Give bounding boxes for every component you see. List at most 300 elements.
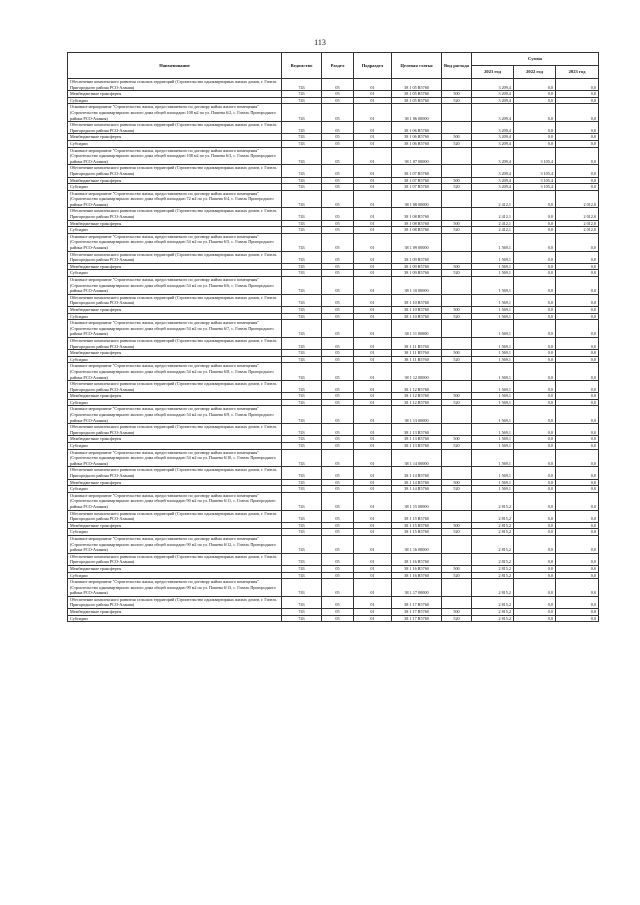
- row-sum-2023: 0,0: [556, 436, 599, 443]
- row-sum-2022: 0,0: [514, 208, 556, 220]
- row-sum-2021: 1 569,1: [472, 449, 514, 467]
- row-sum-2021: 3 209,4: [472, 177, 514, 184]
- row-target-article: 38 1 11 R5760: [392, 356, 442, 363]
- row-razdel: 05: [322, 165, 354, 177]
- row-sum-2023: 0,0: [556, 529, 599, 536]
- row-sum-2022: 0,0: [514, 263, 556, 270]
- table-body: [68, 79, 599, 622]
- row-sum-2022: 0,0: [514, 227, 556, 234]
- row-target-article: 38 1 06 R5760: [392, 140, 442, 147]
- row-sum-2021: 1 569,1: [472, 270, 514, 277]
- row-ved: 743: [282, 165, 322, 177]
- row-sum-2021: 1 569,1: [472, 363, 514, 381]
- row-name: Обеспечение комплексного развития сельских территорий (Строительство одноквартирных жилых домов, г. Гизель Пригородного района РСО-Алания): [68, 467, 282, 479]
- row-ved: 743: [282, 356, 322, 363]
- row-podrazdel: 01: [354, 208, 392, 220]
- row-expense-type: 520: [442, 529, 472, 536]
- row-sum-2022: 0,0: [514, 479, 556, 486]
- row-ved: 743: [282, 184, 322, 191]
- row-podrazdel: 01: [354, 337, 392, 349]
- row-razdel: 05: [322, 220, 354, 227]
- row-target-article: 38 1 16 R5760: [392, 572, 442, 579]
- row-name: Обеспечение комплексного развития сельских территорий (Строительство одноквартирных жилых домов, г. Гизель Пригородного района РСО-Алания): [68, 165, 282, 177]
- row-target-article: 38 1 11 R5760: [392, 337, 442, 349]
- table-row: [68, 270, 599, 277]
- row-expense-type: 520: [442, 140, 472, 147]
- row-target-article: 38 1 11 00000: [392, 320, 442, 338]
- row-razdel: 05: [322, 535, 354, 553]
- row-sum-2022: 0,0: [514, 406, 556, 424]
- row-target-article: 38 1 15 R5760: [392, 522, 442, 529]
- row-podrazdel: 01: [354, 263, 392, 270]
- table-row: [68, 320, 599, 338]
- row-ved: 743: [282, 492, 322, 510]
- row-sum-2021: 1 569,1: [472, 479, 514, 486]
- row-sum-2021: 1 569,1: [472, 233, 514, 251]
- row-expense-type: [442, 449, 472, 467]
- row-target-article: 38 1 16 00000: [392, 535, 442, 553]
- row-name: Обеспечение комплексного развития сельских территорий (Строительство одноквартирных жилых домов, г. Гизель Пригородного района РСО-Алания): [68, 381, 282, 393]
- row-sum-2021: 2 815,2: [472, 553, 514, 565]
- row-expense-type: 500: [442, 177, 472, 184]
- row-razdel: 05: [322, 510, 354, 522]
- row-target-article: 38 1 13 R5760: [392, 424, 442, 436]
- row-ved: 743: [282, 208, 322, 220]
- row-name: Субсидии: [68, 140, 282, 147]
- row-podrazdel: 01: [354, 233, 392, 251]
- row-name: Субсидии: [68, 486, 282, 493]
- row-razdel: 05: [322, 596, 354, 608]
- row-podrazdel: 01: [354, 436, 392, 443]
- row-podrazdel: 01: [354, 579, 392, 597]
- row-expense-type: [442, 320, 472, 338]
- row-ved: 743: [282, 251, 322, 263]
- row-sum-2023: 0,0: [556, 177, 599, 184]
- row-name: Субсидии: [68, 356, 282, 363]
- row-ved: 743: [282, 220, 322, 227]
- row-sum-2021: 1 569,1: [472, 467, 514, 479]
- row-ved: 743: [282, 277, 322, 295]
- table-row: [68, 443, 599, 450]
- row-razdel: 05: [322, 177, 354, 184]
- row-sum-2022: 3 105,4: [514, 184, 556, 191]
- row-ved: 743: [282, 227, 322, 234]
- table-row: [68, 406, 599, 424]
- row-ved: 743: [282, 479, 322, 486]
- row-sum-2022: 0,0: [514, 486, 556, 493]
- row-expense-type: 500: [442, 479, 472, 486]
- table-row: [68, 436, 599, 443]
- table-row: [68, 553, 599, 565]
- table-row: [68, 579, 599, 597]
- table-row: [68, 134, 599, 141]
- row-podrazdel: 01: [354, 381, 392, 393]
- row-sum-2023: 0,0: [556, 393, 599, 400]
- row-target-article: 38 1 07 R5760: [392, 184, 442, 191]
- row-target-article: 38 1 09 R5760: [392, 263, 442, 270]
- row-ved: 743: [282, 443, 322, 450]
- row-name: Межбюджетные трансферты: [68, 565, 282, 572]
- row-podrazdel: 01: [354, 251, 392, 263]
- row-sum-2022: 0,0: [514, 270, 556, 277]
- row-target-article: 38 1 09 R5760: [392, 251, 442, 263]
- row-razdel: 05: [322, 356, 354, 363]
- row-ved: 743: [282, 553, 322, 565]
- row-expense-type: [442, 406, 472, 424]
- row-expense-type: [442, 208, 472, 220]
- row-podrazdel: 01: [354, 122, 392, 134]
- row-sum-2023: 0,0: [556, 492, 599, 510]
- row-target-article: 38 1 08 R5760: [392, 220, 442, 227]
- row-razdel: 05: [322, 399, 354, 406]
- row-name: Обеспечение комплексного развития сельских территорий (Строительство одноквартирных жилых домов, г. Гизель Пригородного района РСО-Алания): [68, 251, 282, 263]
- row-razdel: 05: [322, 449, 354, 467]
- row-expense-type: 500: [442, 306, 472, 313]
- row-razdel: 05: [322, 122, 354, 134]
- header-year-2023: 2023 год: [556, 66, 599, 79]
- row-target-article: 38 1 13 00000: [392, 406, 442, 424]
- row-expense-type: [442, 553, 472, 565]
- row-podrazdel: 01: [354, 535, 392, 553]
- row-target-article: 38 1 06 R5760: [392, 122, 442, 134]
- row-sum-2021: 2 815,2: [472, 615, 514, 622]
- row-podrazdel: 01: [354, 104, 392, 122]
- row-podrazdel: 01: [354, 190, 392, 208]
- row-sum-2023: 0,0: [556, 510, 599, 522]
- row-podrazdel: 01: [354, 393, 392, 400]
- table-row: [68, 486, 599, 493]
- row-podrazdel: 01: [354, 177, 392, 184]
- row-name: Обеспечение комплексного развития сельских территорий (Строительство одноквартирных жилых домов, г. Гизель Пригородного района РСО-Алания): [68, 337, 282, 349]
- table-row: [68, 510, 599, 522]
- row-podrazdel: 01: [354, 270, 392, 277]
- row-sum-2021: 2 412,1: [472, 208, 514, 220]
- row-name: Субсидии: [68, 443, 282, 450]
- row-ved: 743: [282, 190, 322, 208]
- row-expense-type: 500: [442, 91, 472, 98]
- row-sum-2023: 0,0: [556, 140, 599, 147]
- row-sum-2021: 1 569,1: [472, 350, 514, 357]
- row-expense-type: [442, 79, 472, 91]
- table-row: [68, 227, 599, 234]
- row-razdel: 05: [322, 277, 354, 295]
- row-name: Обеспечение комплексного развития сельских территорий (Строительство одноквартирных жилых домов, г. Гизель Пригородного района РСО-Алания): [68, 208, 282, 220]
- row-podrazdel: 01: [354, 350, 392, 357]
- row-target-article: 38 1 05 R5760: [392, 91, 442, 98]
- row-name: Обеспечение комплексного развития сельских территорий (Строительство одноквартирных жилых домов, г. Гизель Пригородного района РСО-Алания): [68, 424, 282, 436]
- row-sum-2021: 3 209,4: [472, 104, 514, 122]
- row-razdel: 05: [322, 294, 354, 306]
- table-row: [68, 140, 599, 147]
- row-target-article: 38 1 14 00000: [392, 449, 442, 467]
- row-razdel: 05: [322, 227, 354, 234]
- table-row: [68, 424, 599, 436]
- row-sum-2022: 0,0: [514, 572, 556, 579]
- table-row: [68, 363, 599, 381]
- row-sum-2022: 0,0: [514, 91, 556, 98]
- row-sum-2022: 0,0: [514, 467, 556, 479]
- row-expense-type: 500: [442, 393, 472, 400]
- row-sum-2022: 0,0: [514, 190, 556, 208]
- row-expense-type: [442, 277, 472, 295]
- row-razdel: 05: [322, 306, 354, 313]
- row-target-article: 38 1 12 00000: [392, 363, 442, 381]
- row-sum-2023: 0,0: [556, 399, 599, 406]
- row-expense-type: [442, 190, 472, 208]
- row-sum-2023: 0,0: [556, 535, 599, 553]
- row-name: Обеспечение комплексного развития сельских территорий (Строительство одноквартирных жилых домов, г. Гизель Пригородного района РСО-Алания): [68, 79, 282, 91]
- row-target-article: 38 1 06 00000: [392, 104, 442, 122]
- table-row: [68, 79, 599, 91]
- row-sum-2021: 1 569,1: [472, 337, 514, 349]
- row-razdel: 05: [322, 263, 354, 270]
- row-razdel: 05: [322, 320, 354, 338]
- row-sum-2023: 2 012,0: [556, 208, 599, 220]
- row-name: Межбюджетные трансферты: [68, 350, 282, 357]
- row-sum-2022: 0,0: [514, 553, 556, 565]
- row-sum-2021: 1 569,1: [472, 381, 514, 393]
- row-podrazdel: 01: [354, 443, 392, 450]
- row-sum-2022: 0,0: [514, 350, 556, 357]
- row-name: Основное мероприятие "Строительство жилья, предоставляемого по договору найма жилого помещения" (Строительство одноквартирного жилого дома общей площадью 54 м2 по ул. Пашева 6/8, с. Гизель Пригородного района РСО-Алания): [68, 363, 282, 381]
- row-name: Обеспечение комплексного развития сельских территорий (Строительство одноквартирных жилых домов, г. Гизель Пригородного района РСО-Алания): [68, 510, 282, 522]
- row-ved: 743: [282, 233, 322, 251]
- table-row: [68, 251, 599, 263]
- row-sum-2021: 2 815,2: [472, 529, 514, 536]
- row-expense-type: [442, 122, 472, 134]
- row-target-article: 38 1 11 R5760: [392, 350, 442, 357]
- row-name: Основное мероприятие "Строительство жилья, предоставляемого по договору найма жилого помещения" (Строительство одноквартирного жилого дома общей площадью 54 м2 по ул. Пашева 6/5, с. Гизель Пригородного района РСО-Алания): [68, 233, 282, 251]
- row-podrazdel: 01: [354, 220, 392, 227]
- row-razdel: 05: [322, 381, 354, 393]
- row-name: Межбюджетные трансферты: [68, 177, 282, 184]
- row-sum-2023: 0,0: [556, 443, 599, 450]
- table-row: [68, 535, 599, 553]
- row-sum-2023: 0,0: [556, 579, 599, 597]
- row-sum-2021: 1 569,1: [472, 306, 514, 313]
- row-sum-2021: 2 815,2: [472, 609, 514, 616]
- row-target-article: 38 1 12 R5760: [392, 393, 442, 400]
- row-sum-2023: 0,0: [556, 565, 599, 572]
- row-ved: 743: [282, 91, 322, 98]
- row-razdel: 05: [322, 147, 354, 165]
- row-sum-2023: 0,0: [556, 263, 599, 270]
- row-ved: 743: [282, 529, 322, 536]
- row-razdel: 05: [322, 140, 354, 147]
- row-name: Межбюджетные трансферты: [68, 393, 282, 400]
- row-sum-2021: 1 569,1: [472, 486, 514, 493]
- table-row: [68, 565, 599, 572]
- row-target-article: 38 1 12 R5760: [392, 381, 442, 393]
- row-podrazdel: 01: [354, 529, 392, 536]
- row-name: Межбюджетные трансферты: [68, 609, 282, 616]
- table-row: [68, 313, 599, 320]
- row-sum-2023: 0,0: [556, 522, 599, 529]
- row-sum-2023: 0,0: [556, 79, 599, 91]
- row-sum-2022: 0,0: [514, 220, 556, 227]
- row-razdel: 05: [322, 350, 354, 357]
- row-sum-2023: 0,0: [556, 449, 599, 467]
- row-razdel: 05: [322, 134, 354, 141]
- row-sum-2022: 0,0: [514, 294, 556, 306]
- row-sum-2022: 0,0: [514, 510, 556, 522]
- row-sum-2022: 3 105,4: [514, 147, 556, 165]
- header-podrazdel: Подраздел: [354, 53, 392, 79]
- table-row: [68, 615, 599, 622]
- table-row: [68, 467, 599, 479]
- row-sum-2023: 0,0: [556, 184, 599, 191]
- row-razdel: 05: [322, 479, 354, 486]
- row-sum-2022: 0,0: [514, 356, 556, 363]
- row-razdel: 05: [322, 91, 354, 98]
- row-podrazdel: 01: [354, 91, 392, 98]
- row-name: Субсидии: [68, 399, 282, 406]
- row-podrazdel: 01: [354, 140, 392, 147]
- row-razdel: 05: [322, 190, 354, 208]
- row-target-article: 38 1 09 00000: [392, 233, 442, 251]
- row-target-article: 38 1 14 R5760: [392, 467, 442, 479]
- row-expense-type: 520: [442, 399, 472, 406]
- row-ved: 743: [282, 615, 322, 622]
- row-ved: 743: [282, 147, 322, 165]
- row-expense-type: [442, 535, 472, 553]
- row-sum-2022: 0,0: [514, 443, 556, 450]
- row-name: Субсидии: [68, 184, 282, 191]
- row-expense-type: [442, 467, 472, 479]
- row-expense-type: [442, 492, 472, 510]
- row-expense-type: [442, 424, 472, 436]
- row-name: Межбюджетные трансферты: [68, 436, 282, 443]
- row-expense-type: [442, 596, 472, 608]
- row-target-article: 38 1 15 00000: [392, 492, 442, 510]
- row-podrazdel: 01: [354, 565, 392, 572]
- row-target-article: 38 1 10 R5760: [392, 313, 442, 320]
- row-ved: 743: [282, 565, 322, 572]
- row-razdel: 05: [322, 492, 354, 510]
- row-podrazdel: 01: [354, 596, 392, 608]
- row-name: Обеспечение комплексного развития сельских территорий (Строительство одноквартирных жилых домов, г. Гизель Пригородного района РСО-Алания): [68, 122, 282, 134]
- row-name: Межбюджетные трансферты: [68, 220, 282, 227]
- table-row: [68, 122, 599, 134]
- row-sum-2021: 1 569,1: [472, 406, 514, 424]
- row-sum-2021: 2 815,2: [472, 596, 514, 608]
- row-expense-type: [442, 104, 472, 122]
- row-ved: 743: [282, 350, 322, 357]
- row-sum-2022: 0,0: [514, 615, 556, 622]
- table-row: [68, 97, 599, 104]
- table-row: [68, 596, 599, 608]
- row-sum-2023: 0,0: [556, 294, 599, 306]
- row-sum-2022: 0,0: [514, 393, 556, 400]
- row-podrazdel: 01: [354, 510, 392, 522]
- row-podrazdel: 01: [354, 165, 392, 177]
- row-ved: 743: [282, 436, 322, 443]
- row-sum-2021: 3 209,4: [472, 140, 514, 147]
- row-name: Обеспечение комплексного развития сельских территорий (Строительство одноквартирных жилых домов, г. Гизель Пригородного района РСО-Алания): [68, 553, 282, 565]
- row-ved: 743: [282, 320, 322, 338]
- row-expense-type: [442, 337, 472, 349]
- row-razdel: 05: [322, 184, 354, 191]
- row-razdel: 05: [322, 337, 354, 349]
- row-razdel: 05: [322, 615, 354, 622]
- row-ved: 743: [282, 486, 322, 493]
- row-name: Основное мероприятие "Строительство жилья, предоставляемого по договору найма жилого помещения" (Строительство одноквартирного жилого дома общей площадью 54 м2 по ул. Пашева 6/9, с. Гизель Пригородного района РСО-Алания): [68, 406, 282, 424]
- row-razdel: 05: [322, 436, 354, 443]
- row-sum-2023: 0,0: [556, 467, 599, 479]
- row-name: Межбюджетные трансферты: [68, 91, 282, 98]
- row-podrazdel: 01: [354, 615, 392, 622]
- header-target-article: Целевая статья: [392, 53, 442, 79]
- row-target-article: 38 1 16 R5760: [392, 565, 442, 572]
- row-sum-2022: 0,0: [514, 134, 556, 141]
- row-sum-2022: 0,0: [514, 381, 556, 393]
- table-row: [68, 492, 599, 510]
- row-expense-type: [442, 165, 472, 177]
- row-razdel: 05: [322, 363, 354, 381]
- row-sum-2021: 2 815,2: [472, 565, 514, 572]
- row-sum-2022: 0,0: [514, 320, 556, 338]
- row-target-article: 38 1 05 R5760: [392, 97, 442, 104]
- row-expense-type: [442, 147, 472, 165]
- row-sum-2023: 2 012,0: [556, 220, 599, 227]
- row-ved: 743: [282, 177, 322, 184]
- table-row: [68, 233, 599, 251]
- row-sum-2021: 2 815,2: [472, 492, 514, 510]
- row-sum-2022: 0,0: [514, 79, 556, 91]
- row-expense-type: [442, 510, 472, 522]
- row-target-article: 38 1 08 R5760: [392, 227, 442, 234]
- row-podrazdel: 01: [354, 522, 392, 529]
- row-expense-type: 520: [442, 615, 472, 622]
- row-sum-2022: 0,0: [514, 104, 556, 122]
- header-year-2022: 2022 год: [514, 66, 556, 79]
- row-razdel: 05: [322, 443, 354, 450]
- row-sum-2022: 3 105,4: [514, 165, 556, 177]
- row-podrazdel: 01: [354, 467, 392, 479]
- row-sum-2022: 0,0: [514, 596, 556, 608]
- row-podrazdel: 01: [354, 184, 392, 191]
- header-name: Наименование: [68, 53, 282, 79]
- row-target-article: 38 1 08 R5760: [392, 208, 442, 220]
- row-target-article: 38 1 10 R5760: [392, 306, 442, 313]
- row-sum-2021: 3 209,4: [472, 184, 514, 191]
- table-row: [68, 479, 599, 486]
- row-sum-2021: 1 569,1: [472, 313, 514, 320]
- row-ved: 743: [282, 306, 322, 313]
- row-razdel: 05: [322, 270, 354, 277]
- row-name: Межбюджетные трансферты: [68, 263, 282, 270]
- row-target-article: 38 1 15 R5760: [392, 529, 442, 536]
- row-expense-type: [442, 381, 472, 393]
- table-row: [68, 522, 599, 529]
- row-podrazdel: 01: [354, 356, 392, 363]
- row-podrazdel: 01: [354, 313, 392, 320]
- row-razdel: 05: [322, 529, 354, 536]
- row-podrazdel: 01: [354, 492, 392, 510]
- row-sum-2023: 0,0: [556, 479, 599, 486]
- table-row: [68, 208, 599, 220]
- row-target-article: 38 1 16 R5760: [392, 553, 442, 565]
- row-name: Основное мероприятие "Строительство жилья, предоставляемого по договору найма жилого помещения" (Строительство одноквартирного жилого дома общей площадью 90 м2 по ул. Пашева 6/11, с. Гизель Пригородного района РСО-Алания): [68, 492, 282, 510]
- row-sum-2021: 1 569,1: [472, 320, 514, 338]
- row-ved: 743: [282, 79, 322, 91]
- row-sum-2023: 0,0: [556, 233, 599, 251]
- row-razdel: 05: [322, 467, 354, 479]
- table-row: [68, 350, 599, 357]
- row-sum-2021: 1 569,1: [472, 443, 514, 450]
- row-sum-2021: 2 815,2: [472, 535, 514, 553]
- row-expense-type: [442, 363, 472, 381]
